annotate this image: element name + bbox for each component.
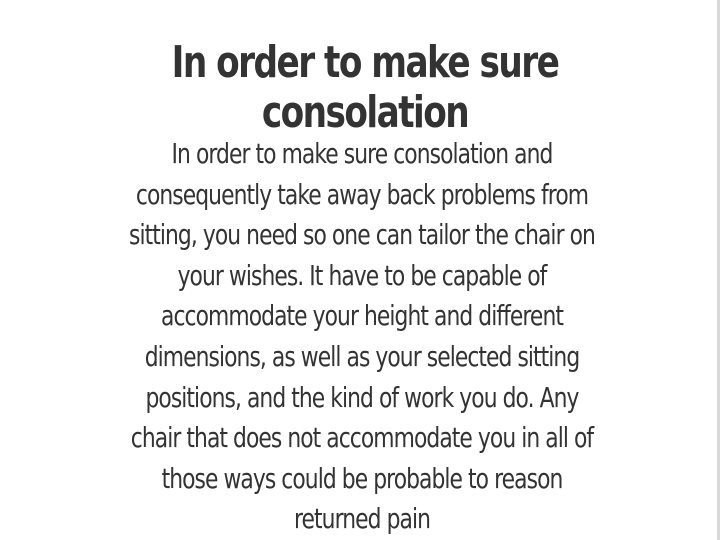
slide-body-text: In order to make sure consolation and consequently take away back problems from sitting, you need so one can tailor the chair on your wishes. It have to be capable of accommodate your height and different dimensions, as well as your selected sitting positions, and the kind of work you do. Any chair that does not accommodate you in all of those ways could be probable to reason returned pain — [129, 137, 595, 536]
slide-title: In order to make sure consolation — [171, 37, 559, 138]
